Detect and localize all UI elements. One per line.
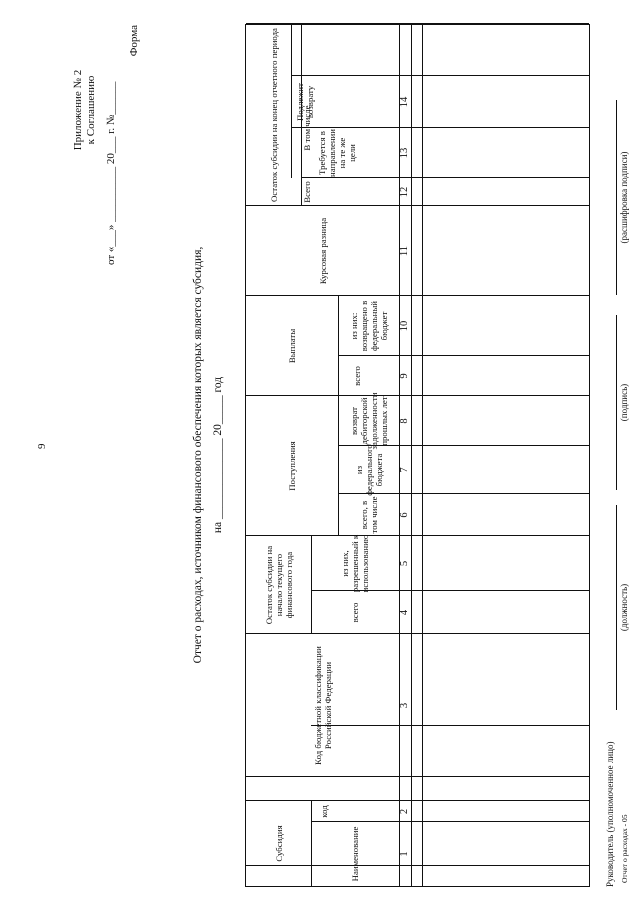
table-vline xyxy=(311,821,589,822)
header-balance-start-total: всего xyxy=(350,602,360,623)
col-number: 1 xyxy=(399,851,410,857)
report-period: на ______________ 20_____ год xyxy=(212,376,224,534)
header-code: код xyxy=(319,805,329,818)
report-title: Отчет о расходах, источником финансового обеспечения которых является субсидия, xyxy=(192,246,204,664)
signature-decode-line xyxy=(616,100,617,295)
signature-sign-line xyxy=(616,315,617,490)
col-number: 2 xyxy=(399,808,410,815)
header-balance-end-incl: В том числе xyxy=(302,105,312,151)
header-receipts-debt: возврат дебиторской задолженности прошлых лет xyxy=(348,392,389,450)
footer-code: Отчет о расходах - 05 xyxy=(620,814,629,883)
header-payments: Выплаты xyxy=(287,328,297,364)
form-label: Форма xyxy=(128,25,140,57)
col-number: 4 xyxy=(399,609,410,616)
signature-label: Руководитель (уполномоченное лицо) xyxy=(605,741,615,887)
col-number: 12 xyxy=(399,186,410,198)
header-balance-start-allowed: из них, разрешенный к использованию xyxy=(340,534,370,593)
header-balance-end: Остаток субсидии на конец отчетного периода xyxy=(268,28,279,202)
col-number: 5 xyxy=(399,560,410,567)
header-bcc: Код бюджетной классификации Российской Федерации xyxy=(312,646,333,765)
page-number: 9 xyxy=(36,443,48,449)
header-balance-end-total: Всего xyxy=(302,181,312,203)
col-number: 9 xyxy=(399,373,410,379)
appendix-title: Приложение № 2 xyxy=(72,69,84,151)
appendix-date-line: от «___» __________ 20___ г. №______ xyxy=(105,81,117,265)
appendix-block xyxy=(72,20,98,200)
header-payments-returned: из них: возвращено в федеральный бюджет xyxy=(348,300,389,352)
header-balance-start: Остаток субсидии на начало текущего финансового года xyxy=(263,545,294,625)
col-number: 11 xyxy=(399,245,410,257)
header-name: Наименование xyxy=(350,826,360,882)
signature-position-line xyxy=(616,505,617,710)
col-number: 8 xyxy=(399,418,410,424)
header-receipts: Поступления xyxy=(287,441,297,491)
header-balance-end-required: Требуется в направлении на те же цели xyxy=(317,129,357,177)
col-number: 3 xyxy=(399,702,410,709)
header-balance-end-return: Подлежит возврату xyxy=(295,83,315,121)
table-vline xyxy=(301,205,589,206)
signature-decode: (расшифровка подписи) xyxy=(619,151,629,244)
col-number: 14 xyxy=(399,96,410,108)
appendix-agreement: к Соглашению xyxy=(85,75,97,145)
signature-sign: (подпись) xyxy=(619,383,629,422)
col-number: 13 xyxy=(399,147,410,159)
header-fx: Курсовая разница xyxy=(317,217,328,285)
header-receipts-federal: из федерального бюджета xyxy=(353,444,384,496)
table-hline xyxy=(422,24,423,886)
signature-position: (должность) xyxy=(619,583,629,632)
header-receipts-total: всего, в том числе xyxy=(358,496,379,534)
col-number: 10 xyxy=(399,320,410,332)
header-empty xyxy=(246,777,399,801)
header-payments-total: всего xyxy=(352,366,362,386)
table-hline xyxy=(411,24,412,886)
col-number: 7 xyxy=(399,467,410,473)
header-subsidy: Субсидия xyxy=(273,825,284,862)
col-number: 6 xyxy=(399,512,410,518)
report-table xyxy=(245,24,590,887)
table-vline xyxy=(338,355,589,356)
